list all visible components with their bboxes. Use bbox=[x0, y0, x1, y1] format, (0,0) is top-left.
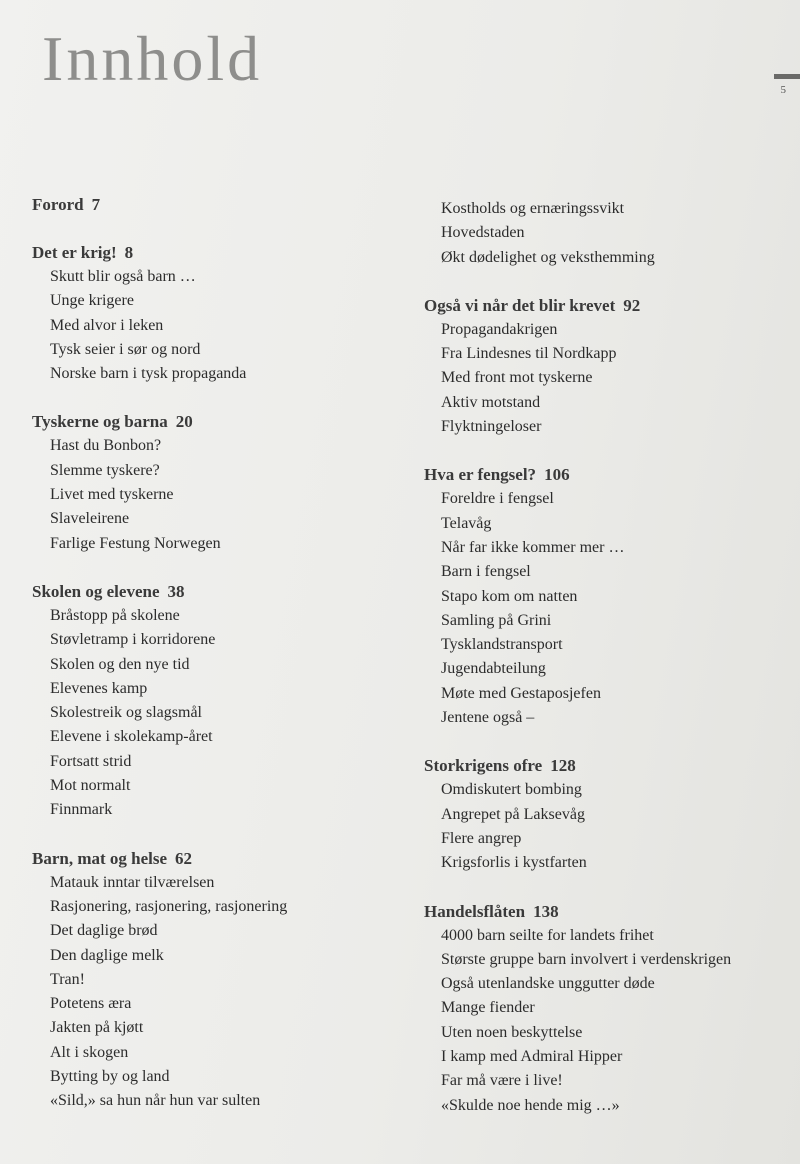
subsection-item: Hast du Bonbon? bbox=[50, 437, 162, 455]
chapter-heading bbox=[424, 900, 784, 924]
subsection-item: Flere angrep bbox=[441, 829, 522, 847]
page-title: Innhold bbox=[42, 23, 263, 94]
subsection-item: Finnmark bbox=[50, 801, 113, 819]
chapter-title: Hva er fengsel? bbox=[424, 465, 537, 485]
subsection-item: Far må være i live! bbox=[441, 1072, 563, 1090]
subsection-item: «Skulde noe hende mig …» bbox=[441, 1096, 620, 1114]
subsection-item: Den daglige melk bbox=[50, 946, 164, 964]
chapter-title: Skolen og elevene bbox=[32, 581, 160, 601]
subsection-item: Rasjonering, rasjonering, rasjonering bbox=[50, 897, 288, 915]
chapter-heading bbox=[32, 580, 392, 604]
chapter-page-number: 92 bbox=[623, 295, 641, 315]
subsection-item: Skutt blir også barn … bbox=[50, 268, 196, 285]
chapter-heading bbox=[32, 241, 392, 265]
subsection-item: Potetens æra bbox=[50, 995, 132, 1013]
subsection-item: Krigsforlis i kystfarten bbox=[441, 854, 587, 872]
subsection-item: Tysk seier i sør og nord bbox=[50, 340, 201, 358]
subsection-item: Bytting by og land bbox=[50, 1068, 170, 1086]
subsection-item: Mot normalt bbox=[50, 777, 131, 795]
subsection-item: Fortsatt strid bbox=[50, 752, 132, 770]
chapter-heading bbox=[32, 193, 392, 217]
chapter-title: Også vi når det blir krevet bbox=[424, 295, 616, 315]
chapter-title: Storkrigens ofre bbox=[424, 756, 543, 776]
subsection-item: Økt dødelighet og veksthemming bbox=[441, 248, 655, 266]
subsection-item: Bråstopp på skolene bbox=[50, 606, 180, 624]
subsection-item: Også utenlandske unggutter døde bbox=[441, 975, 655, 993]
chapter-page-number: 62 bbox=[175, 848, 193, 868]
subsection-item: Angrepet på Laksevåg bbox=[441, 805, 585, 823]
subsection-item: Aktiv motstand bbox=[441, 393, 541, 411]
toc-section bbox=[32, 193, 392, 217]
toc-right-column bbox=[424, 197, 784, 1118]
subsection-item: Det daglige brød bbox=[50, 922, 158, 940]
subsection-item: Propagandakrigen bbox=[441, 320, 558, 338]
toc-section bbox=[424, 463, 784, 730]
subsection-item: Skolestreik og slagsmål bbox=[50, 704, 202, 722]
toc-section bbox=[32, 580, 392, 823]
subsection-item: Uten noen beskyttelse bbox=[441, 1023, 583, 1041]
chapter-page-number: 128 bbox=[550, 756, 576, 776]
toc-section bbox=[424, 294, 784, 439]
subsection-item: Hovedstaden bbox=[441, 224, 525, 242]
subsection-item: Fra Lindesnes til Nordkapp bbox=[441, 345, 617, 363]
subsection-item: Matauk inntar tilværelsen bbox=[50, 873, 215, 891]
subsection-item: Alt i skogen bbox=[50, 1043, 129, 1061]
toc-section bbox=[424, 900, 784, 1118]
page-tab-marker bbox=[774, 74, 800, 79]
toc-section bbox=[424, 754, 784, 875]
subsection-item: Med alvor i leken bbox=[50, 316, 164, 334]
subsection-item: Med front mot tyskerne bbox=[441, 369, 593, 387]
subsection-item: Jentene også – bbox=[441, 709, 535, 727]
toc-section bbox=[32, 847, 392, 1114]
chapter-heading bbox=[32, 410, 392, 434]
subsection-item: Jugendabteilung bbox=[441, 660, 546, 678]
chapter-page-number: 38 bbox=[167, 581, 185, 601]
subsection-item: Skolen og den nye tid bbox=[50, 655, 190, 673]
subsection-item: Samling på Grini bbox=[441, 611, 552, 629]
toc-section bbox=[32, 241, 392, 386]
subsection-item: Omdiskutert bombing bbox=[441, 781, 582, 799]
chapter-heading bbox=[32, 847, 392, 871]
subsection-item: Foreldre i fengsel bbox=[441, 490, 554, 508]
page-number: 5 bbox=[780, 84, 786, 96]
subsection-item: Støvletramp i korridorene bbox=[50, 631, 216, 649]
subsection-item: Telavåg bbox=[441, 514, 492, 532]
chapter-page-number: 8 bbox=[124, 243, 134, 262]
chapter-title: Forord bbox=[32, 195, 84, 214]
subsection-item: Norske barn i tysk propaganda bbox=[50, 365, 247, 383]
toc-section bbox=[424, 197, 784, 270]
subsection-item: Kostholds og ernæringssvikt bbox=[441, 200, 625, 217]
subsection-item: Største gruppe barn involvert i verdenskrigen bbox=[441, 950, 732, 968]
chapter-title: Handelsflåten bbox=[424, 901, 526, 921]
toc-section bbox=[32, 410, 392, 555]
subsection-item: Flyktningeloser bbox=[441, 418, 542, 436]
subsection-item: Elevenes kamp bbox=[50, 679, 148, 697]
subsection-item: Slemme tyskere? bbox=[50, 461, 160, 479]
chapter-page-number: 20 bbox=[175, 412, 193, 432]
chapter-title: Det er krig! bbox=[32, 243, 117, 262]
subsection-item: Elevene i skolekamp-året bbox=[50, 728, 213, 746]
subsection-item: Jakten på kjøtt bbox=[50, 1019, 144, 1037]
chapter-heading bbox=[424, 754, 784, 778]
chapter-page-number: 7 bbox=[91, 195, 101, 214]
chapter-heading bbox=[424, 294, 784, 318]
subsection-item: Unge krigere bbox=[50, 292, 134, 310]
subsection-item: Farlige Festung Norwegen bbox=[50, 534, 221, 552]
subsection-item: Tysklandstransport bbox=[441, 636, 563, 654]
chapter-title: Barn, mat og helse bbox=[32, 848, 168, 868]
subsection-item: Mange fiender bbox=[441, 999, 535, 1017]
chapter-heading bbox=[424, 463, 784, 487]
subsection-item: Barn i fengsel bbox=[441, 563, 531, 581]
subsection-item: «Sild,» sa hun når hun var sulten bbox=[50, 1092, 261, 1110]
toc-left-column bbox=[32, 193, 392, 1114]
subsection-item: 4000 barn seilte for landets frihet bbox=[441, 926, 654, 944]
subsection-item: Livet med tyskerne bbox=[50, 486, 174, 504]
subsection-item: Slaveleirene bbox=[50, 510, 130, 528]
chapter-page-number: 106 bbox=[544, 465, 570, 485]
subsection-item: Når far ikke kommer mer … bbox=[441, 538, 625, 556]
chapter-title: Tyskerne og barna bbox=[32, 412, 168, 432]
subsection-item: Tran! bbox=[50, 970, 85, 988]
subsection-item: I kamp med Admiral Hipper bbox=[441, 1048, 623, 1066]
chapter-page-number: 138 bbox=[533, 901, 559, 921]
subsection-item: Stapo kom om natten bbox=[441, 587, 578, 605]
subsection-item: Møte med Gestaposjefen bbox=[441, 684, 601, 702]
